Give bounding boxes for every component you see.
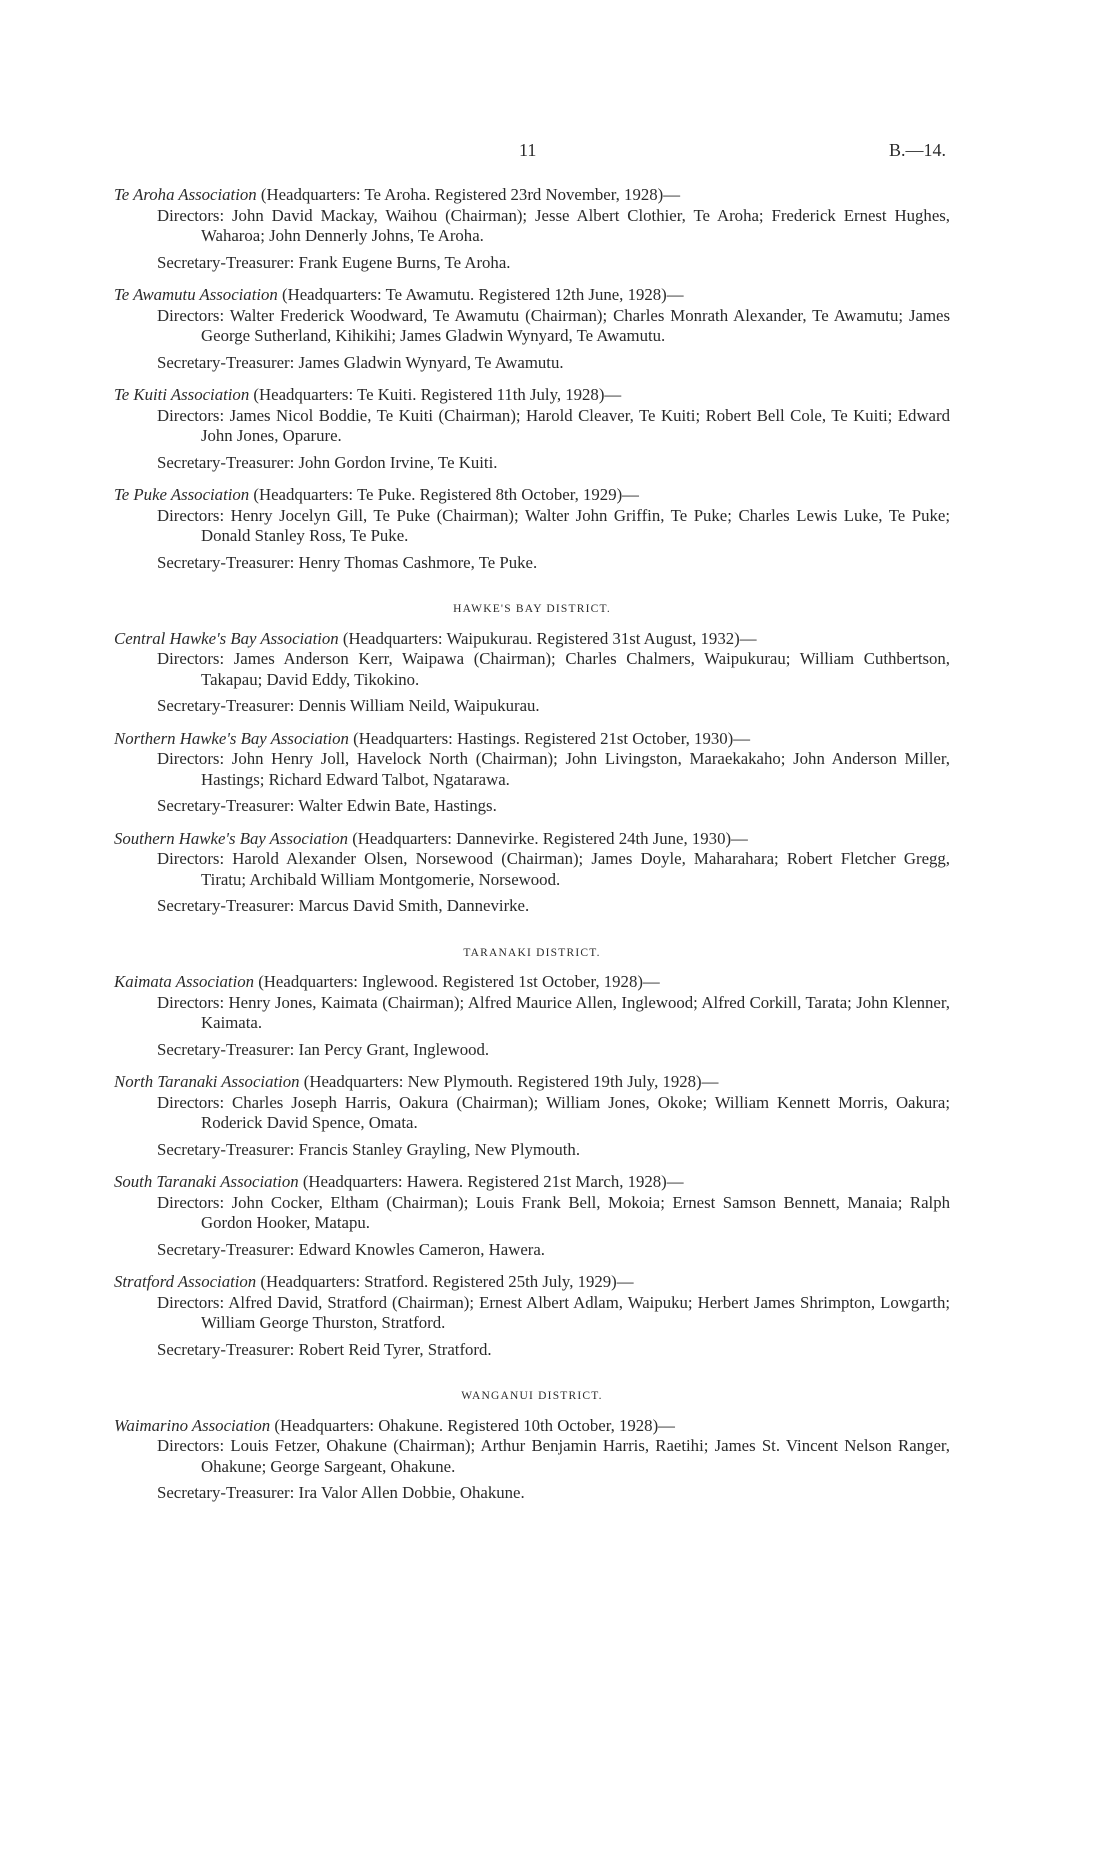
association-title [114, 185, 950, 206]
association-entry [114, 1172, 950, 1260]
association-name: North Taranaki Association [114, 1072, 300, 1091]
association-title [114, 1416, 950, 1437]
association-entry [114, 285, 950, 373]
association-details: (Headquarters: Inglewood. Registered 1st October, 1928)— [254, 972, 660, 991]
association-entry [114, 485, 950, 573]
association-name: Te Aroha Association [114, 185, 257, 204]
directors-list: Directors: Louis Fetzer, Ohakune (Chairman); Arthur Benjamin Harris, Raetihi; James St. Vincent Nelson Ranger, Ohakune; George Sargeant, Ohakune. [157, 1436, 950, 1476]
secretary-treasurer: Secretary-Treasurer: Marcus David Smith, Dannevirke. [157, 896, 530, 915]
secretary-treasurer: Secretary-Treasurer: Ira Valor Allen Dobbie, Ohakune. [157, 1483, 525, 1502]
association-title [114, 629, 950, 650]
secretary-treasurer: Secretary-Treasurer: Edward Knowles Cameron, Hawera. [157, 1239, 546, 1259]
district-heading: TARANAKI DISTRICT. [463, 946, 601, 959]
association-details: (Headquarters: Te Awamutu. Registered 12th June, 1928)— [277, 285, 684, 304]
association-title [114, 972, 950, 993]
secretary-treasurer: Secretary-Treasurer: Robert Reid Tyrer, Stratford. [157, 1339, 492, 1359]
association-name: Waimarino Association [114, 1415, 271, 1435]
association-details: (Headquarters: Ohakune. Registered 10th October, 1928)— [270, 1415, 675, 1435]
association-title [114, 1272, 950, 1293]
secretary-treasurer: Secretary-Treasurer: Walter Edwin Bate, Hastings. [157, 796, 497, 815]
secretary-treasurer: Secretary-Treasurer: Frank Eugene Burns, Te Aroha. [157, 252, 511, 272]
association-details: (Headquarters: Hastings. Registered 21st October, 1930)— [348, 728, 750, 748]
association-name: Southern Hawke's Bay Association [114, 828, 348, 848]
page-number: 11 [519, 140, 537, 160]
secretary-treasurer: Secretary-Treasurer: James Gladwin Wynyard, Te Awamutu. [157, 352, 564, 372]
association-details: (Headquarters: Dannevirke. Registered 24th June, 1930)— [348, 828, 748, 848]
secretary-treasurer: Secretary-Treasurer: John Gordon Irvine, Te Kuiti. [157, 452, 498, 472]
association-name: Te Kuiti Association [114, 385, 250, 404]
association-entry [114, 385, 950, 473]
directors-list: Directors: James Nicol Boddie, Te Kuiti (Chairman); Harold Cleaver, Te Kuiti; Robert Bell Cole, Te Kuiti; Edward John Jones, Oparure. [157, 405, 950, 445]
association-entry [114, 185, 950, 273]
directors-list: Directors: Harold Alexander Olsen, Norsewood (Chairman); James Doyle, Maharahara; Robert Fletcher Gregg, Tiratu; Archibald William Montgomerie, Norsewood. [157, 849, 950, 889]
association-details: (Headquarters: New Plymouth. Registered 19th July, 1928)— [299, 1072, 719, 1091]
association-entry [114, 729, 950, 817]
association-details: (Headquarters: Te Puke. Registered 8th October, 1929)— [249, 485, 639, 504]
district-heading: HAWKE'S BAY DISTRICT. [453, 603, 611, 615]
secretary-treasurer: Secretary-Treasurer: Ian Percy Grant, Inglewood. [157, 1039, 490, 1059]
association-title [114, 1172, 950, 1193]
association-entry [114, 1272, 950, 1360]
association-title [114, 485, 950, 506]
association-name: South Taranaki Association [114, 1172, 299, 1191]
association-entry [114, 1416, 950, 1504]
association-entry [114, 829, 950, 917]
association-listing [114, 185, 950, 1504]
association-details: (Headquarters: Stratford. Registered 25th July, 1929)— [256, 1272, 634, 1291]
association-title [114, 729, 950, 750]
association-name: Central Hawke's Bay Association [114, 628, 339, 648]
association-entry [114, 1072, 950, 1160]
association-title [114, 829, 950, 850]
secretary-treasurer: Secretary-Treasurer: Dennis William Neild, Waipukurau. [157, 696, 540, 715]
directors-list: Directors: John Henry Joll, Havelock North (Chairman); John Livingston, Maraekakaho; John Anderson Miller, Hastings; Richard Edward Talbot, Ngatarawa. [157, 749, 950, 789]
association-title [114, 1072, 950, 1093]
directors-list: Directors: Henry Jocelyn Gill, Te Puke (Chairman); Walter John Griffin, Te Puke; Charles Lewis Luke, Te Puke; Donald Stanley Ross, Te Puke. [157, 505, 950, 545]
document-reference: B.—14. [889, 140, 947, 160]
association-details: (Headquarters: Waipukurau. Registered 31st August, 1932)— [338, 628, 757, 648]
association-name: Te Awamutu Association [114, 285, 278, 304]
directors-list: Directors: John David Mackay, Waihou (Chairman); Jesse Albert Clothier, Te Aroha; Frederick Ernest Hughes, Waharoa; John Dennerly Johns, Te Aroha. [157, 205, 950, 245]
secretary-treasurer: Secretary-Treasurer: Francis Stanley Grayling, New Plymouth. [157, 1139, 581, 1159]
association-name: Kaimata Association [114, 972, 255, 991]
directors-list: Directors: Henry Jones, Kaimata (Chairman); Alfred Maurice Allen, Inglewood; Alfred Corkill, Tarata; John Klenner, Kaimata. [157, 992, 950, 1032]
association-title [114, 285, 950, 306]
district-heading: WANGANUI DISTRICT. [461, 1390, 603, 1402]
association-entry [114, 972, 950, 1060]
directors-list: Directors: James Anderson Kerr, Waipawa (Chairman); Charles Chalmers, Waipukurau; William Cuthbertson, Takapau; David Eddy, Tikokino. [157, 649, 950, 689]
association-title [114, 385, 950, 406]
association-details: (Headquarters: Te Aroha. Registered 23rd November, 1928)— [256, 185, 680, 204]
secretary-treasurer: Secretary-Treasurer: Henry Thomas Cashmore, Te Puke. [157, 552, 538, 572]
association-name: Stratford Association [114, 1272, 257, 1291]
association-name: Northern Hawke's Bay Association [114, 728, 349, 748]
association-details: (Headquarters: Hawera. Registered 21st March, 1928)— [298, 1172, 684, 1191]
association-name: Te Puke Association [114, 485, 250, 504]
directors-list: Directors: Walter Frederick Woodward, Te Awamutu (Chairman); Charles Monrath Alexander, Te Awamutu; James George Sutherland, Kihikihi; James Gladwin Wynyard, Te Awamutu. [157, 305, 950, 345]
directors-list: Directors: Charles Joseph Harris, Oakura (Chairman); William Jones, Okoke; William Kennett Morris, Oakura; Roderick David Spence, Omata. [157, 1092, 950, 1132]
association-entry [114, 629, 950, 717]
directors-list: Directors: Alfred David, Stratford (Chairman); Ernest Albert Adlam, Waipuku; Herbert James Shrimpton, Lowgarth; William George Thurston, Stratford. [157, 1292, 950, 1332]
association-details: (Headquarters: Te Kuiti. Registered 11th July, 1928)— [249, 385, 622, 404]
directors-list: Directors: John Cocker, Eltham (Chairman); Louis Frank Bell, Mokoia; Ernest Samson Bennett, Manaia; Ralph Gordon Hooker, Matapu. [157, 1192, 950, 1232]
